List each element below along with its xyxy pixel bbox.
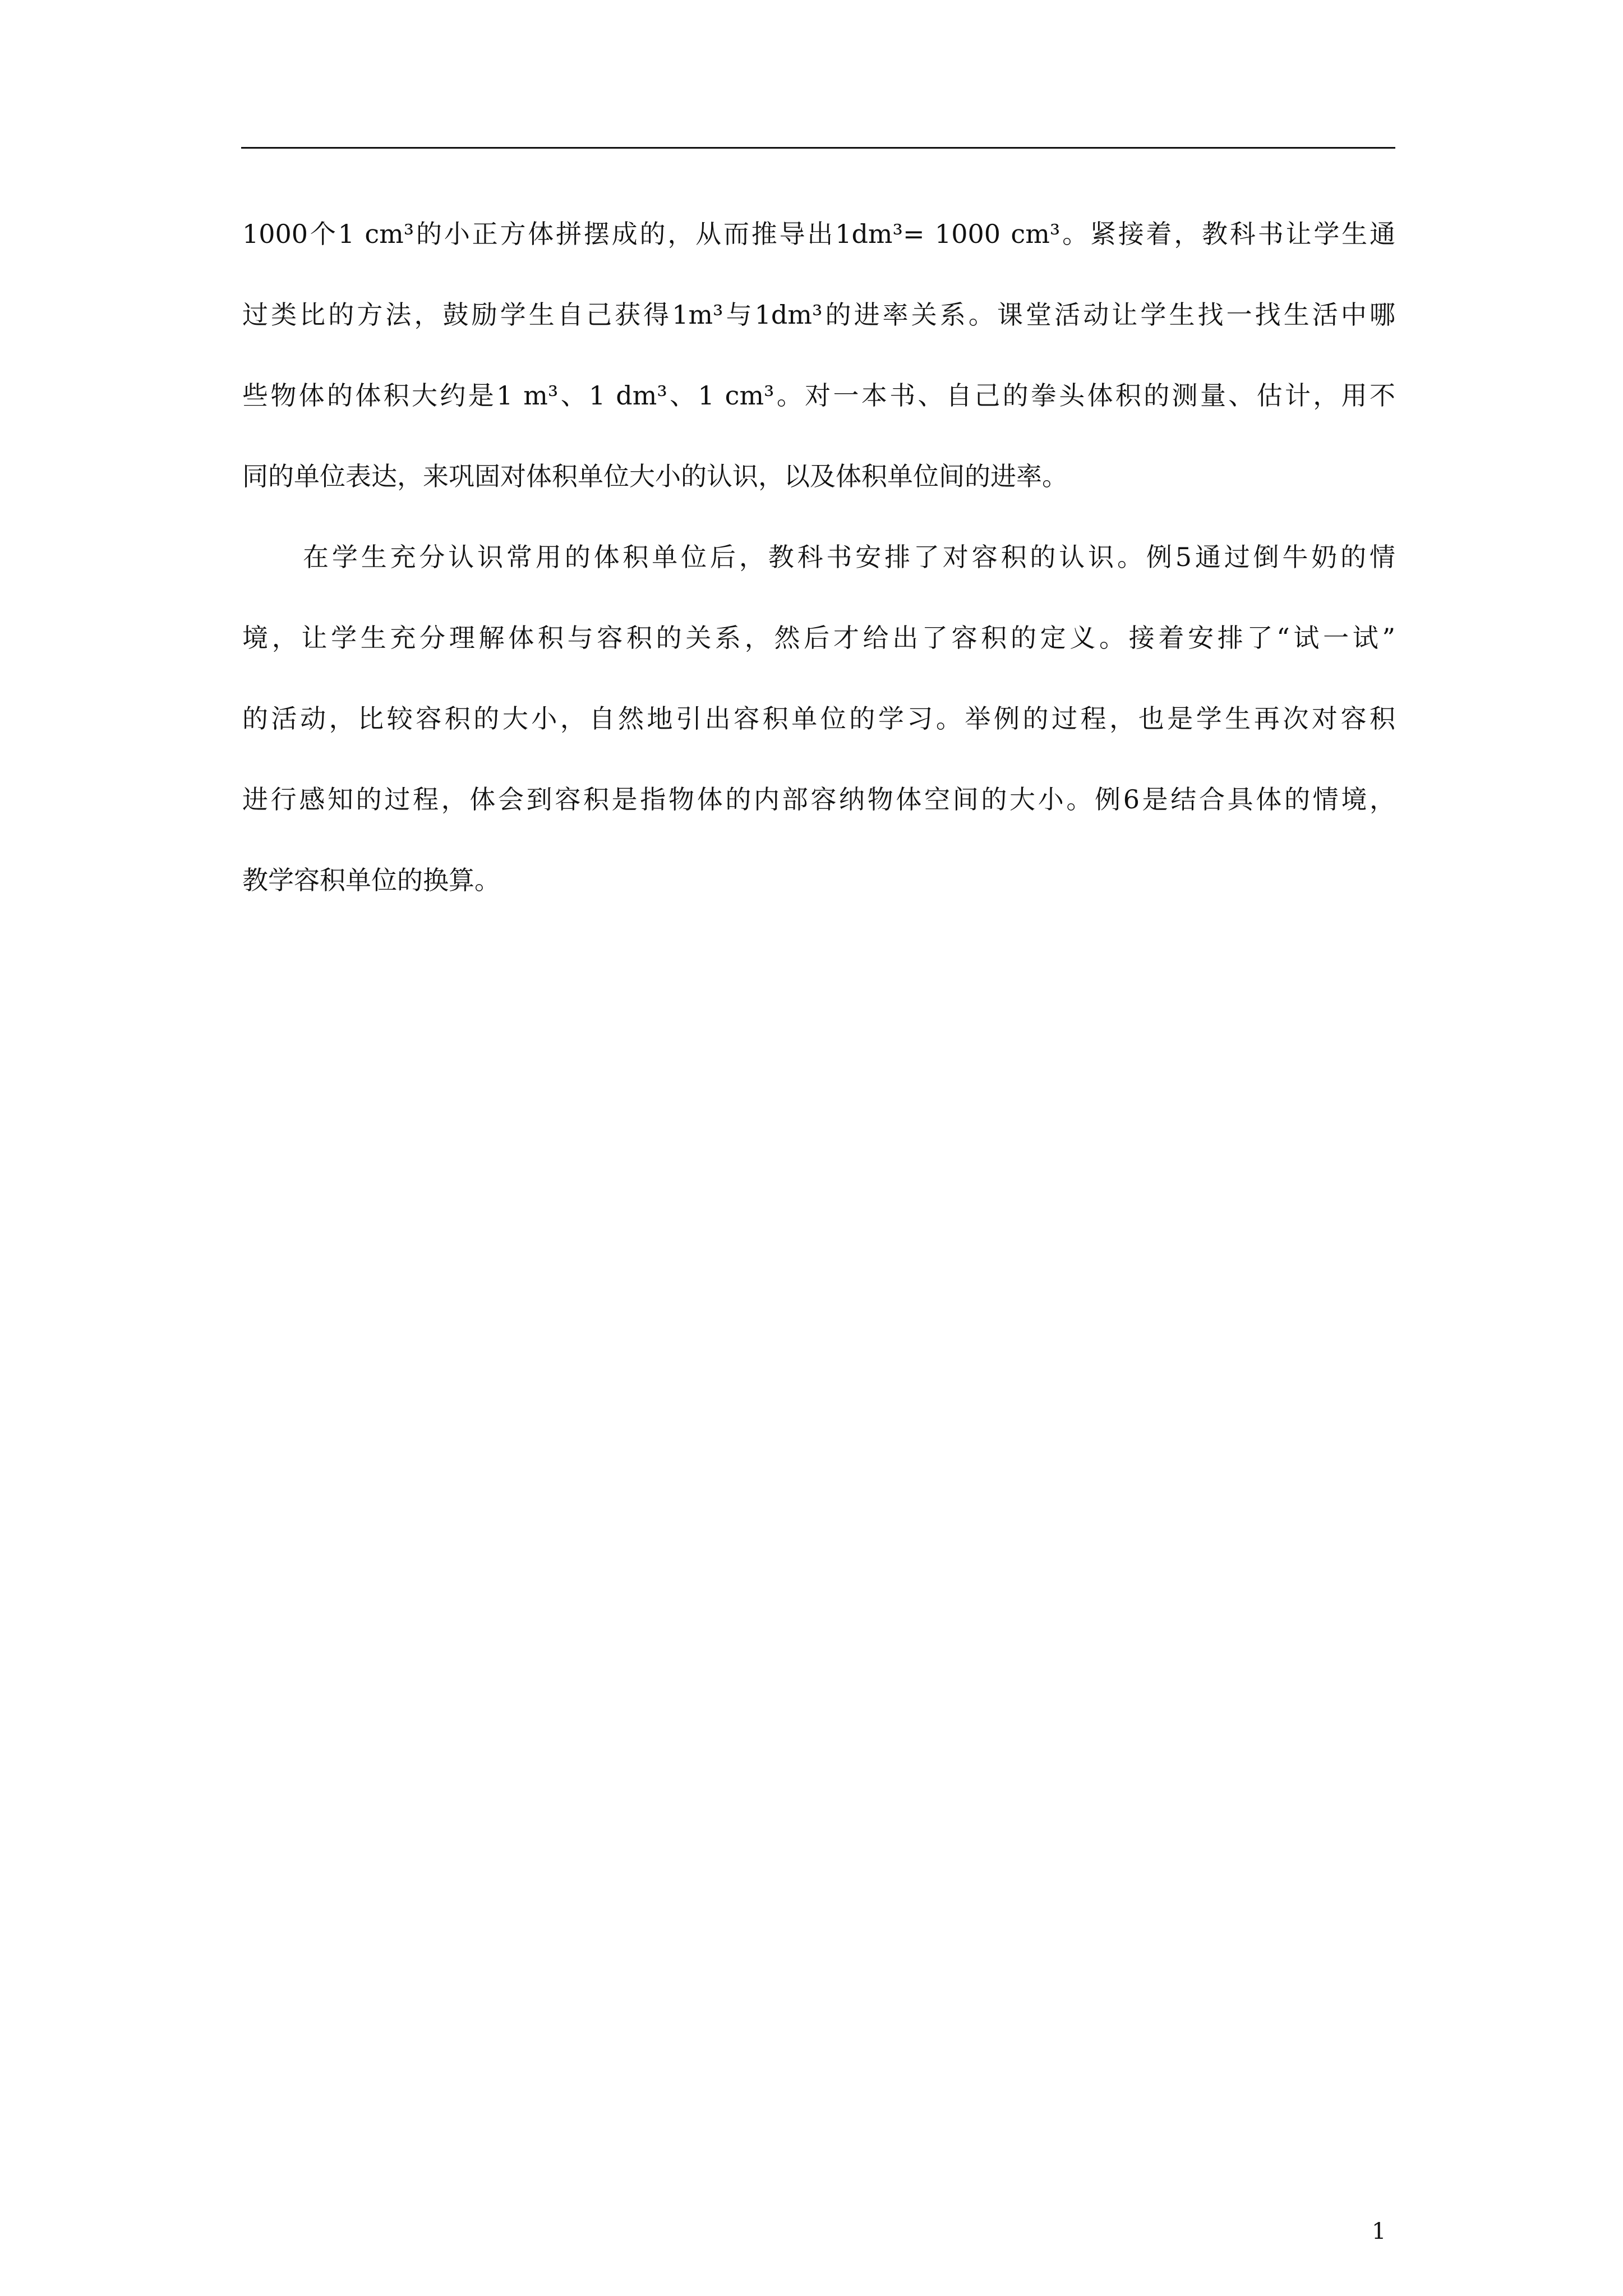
text-line: 进行感知的过程，体会到容积是指物体的内部容纳物体空间的大小。例6是结合具体的情境，: [242, 784, 1395, 815]
page-number: 1: [1372, 2219, 1386, 2244]
text-line: 在学生充分认识常用的体积单位后，教科书安排了对容积的认识。例5通过倒牛奶的情: [303, 542, 1395, 572]
text-line: 同的单位表达，来巩固对体积单位大小的认识，以及体积单位间的进率。: [242, 461, 1068, 491]
paragraph-2: [242, 543, 1395, 947]
text-line: 1000个1 cm³的小正方体拼摆成的，从而推导出1dm³= 1000 cm³。紧接着，教科书让学生通: [242, 219, 1395, 249]
text-line: 境，让学生充分理解体积与容积的关系，然后才给出了容积的定义。接着安排了“试一试”: [242, 623, 1395, 653]
header-rule: [241, 147, 1395, 149]
paragraph-1: [242, 220, 1395, 543]
text-line: 过类比的方法，鼓励学生自己获得1m³与1dm³的进率关系。课堂活动让学生找一找生活中哪: [242, 300, 1395, 330]
document-body: [242, 220, 1395, 947]
text-line: 的活动，比较容积的大小，自然地引出容积单位的学习。举例的过程，也是学生再次对容积: [242, 703, 1395, 734]
text-line: 教学容积单位的换算。: [242, 865, 500, 895]
text-line: 些物体的体积大约是1 m³、1 dm³、1 cm³。对一本书、自己的拳头体积的测量、估计，用不: [242, 380, 1395, 411]
